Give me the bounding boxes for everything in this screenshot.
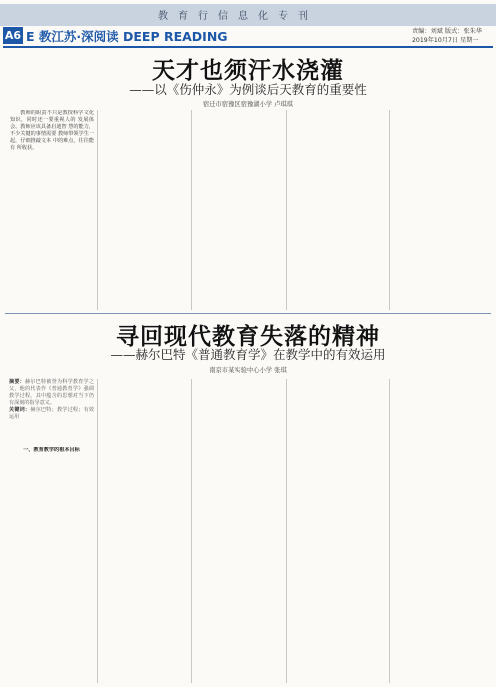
masthead-tagline: 教育行信息化专刊 xyxy=(158,11,318,22)
article1-title: 天才也须汗水浇灌 xyxy=(152,58,344,84)
section-heading: 一、教育教学的根本目标 xyxy=(23,447,80,453)
column-divider xyxy=(97,379,98,683)
column-divider xyxy=(389,379,390,683)
page-meta xyxy=(412,27,494,45)
keywords-label: 关键词： xyxy=(9,407,31,414)
column-divider xyxy=(286,110,287,310)
article2-column-1 xyxy=(9,447,94,682)
article2-subtitle: ——赫尔巴特《普通教育学》在教学中的有效运用 xyxy=(110,347,386,362)
abstract-text: 赫尔巴特被誉为科学教育学之父，他的代表作《普通教育学》强调教学过程，其中蕴含的思想对当下仍有深刻的指导意义。 xyxy=(9,379,94,407)
article1-column-1 xyxy=(10,110,94,310)
keywords-text: 赫尔巴特；教学过程；有效运用 xyxy=(9,407,94,421)
column-divider xyxy=(286,379,287,683)
article2-abstract xyxy=(9,379,94,443)
date-line: 2019年10月7日 星期一 xyxy=(412,37,479,44)
page-number: A6 xyxy=(4,29,22,42)
editor-line: 责编：刘斌 版式：张朱华 xyxy=(412,28,483,35)
article1-subtitle: ——以《伤仲永》为例谈后天教育的重要性 xyxy=(129,82,367,97)
article1-byline: 宿迁市宿豫区宿豫湖小学 卢琪琪 xyxy=(202,101,294,108)
section-title: E 教江苏·深阅读 DEEP READING xyxy=(26,29,228,44)
article1-column-2 xyxy=(101,110,188,310)
header-rule xyxy=(3,46,493,48)
article-separator xyxy=(5,313,491,314)
article2-title: 寻回现代教育失落的精神 xyxy=(116,324,380,350)
abstract-label: 摘要： xyxy=(9,379,25,385)
article2-column-3 xyxy=(195,379,283,683)
article1-paragraph: 教师的职责不只是教授科学文化知识，同时还一要重视人的 发展体会、教师应该具备启迪智 慧的能力，不少关键的事情需要 教师带领学生一起，仔细推敲文本 中的难点，往往能有 所收获。 xyxy=(10,110,94,152)
article1-column-3 xyxy=(195,110,283,310)
column-divider xyxy=(191,379,192,683)
column-divider xyxy=(191,110,192,310)
article2-byline: 南京市某实验中心小学 张琪 xyxy=(209,367,287,374)
article1-column-5 xyxy=(393,110,489,310)
article2-column-5 xyxy=(393,379,489,683)
article1-column-4 xyxy=(290,110,386,310)
article2-column-4 xyxy=(290,379,386,683)
column-divider xyxy=(97,110,98,310)
column-divider xyxy=(389,110,390,310)
article2-column-2 xyxy=(101,379,188,683)
